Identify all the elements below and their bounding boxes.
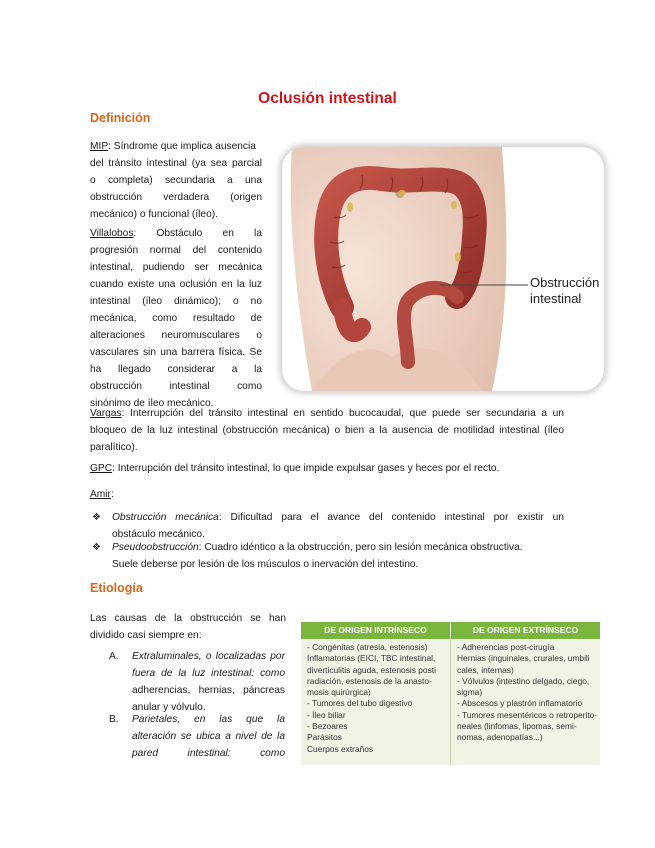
table-column-extrinsic: [457, 642, 597, 744]
bullet-term: Pseudoobstrucción: [112, 542, 199, 553]
table-cell-line: Parásitos: [307, 732, 342, 743]
etiology-table: [301, 622, 600, 765]
mip-line: Síndrome que implica ausencia: [113, 141, 256, 152]
definicion-heading: Definición: [90, 111, 151, 125]
amir-bullet-1: ❖ Obstrucción mecánica: Dificultad para el avance del contenido intestinal por existir un obstáculo mecánico.: [112, 509, 564, 543]
villalobos-line: sinónimo de íleo mecánico.: [90, 398, 214, 409]
diamond-bullet-icon: ❖: [92, 542, 101, 553]
list-marker: A.: [109, 651, 119, 662]
item-line: anular y vólvulo.: [132, 702, 206, 713]
table-header-intrinsic: DE ORIGEN INTRÍNSECO: [301, 622, 450, 639]
table-cell-line: - Vólvulos (intestino delgado, ciego,: [457, 675, 590, 686]
villalobos-line: Obstáculo en la: [156, 228, 262, 239]
bullet-line: obstáculo mecánico.: [112, 529, 205, 540]
vargas-line: paralítico).: [90, 442, 138, 453]
diamond-bullet-icon: ❖: [92, 512, 101, 523]
mip-label: MIP: [90, 141, 109, 152]
table-cell-line: nomas, adenopatías...): [457, 732, 543, 743]
table-cell-line: - Tumores mesentéricos o retroperito-: [457, 709, 598, 720]
vargas-line: bloqueo de la luz intestinal (obstrucción mecánica) o bien a la ausencia de motilidad intestinal (íleo: [90, 425, 564, 436]
bullet-line: Suele deberse por lesión de los músculos o inervación del intestino.: [112, 559, 419, 570]
villalobos-paragraph: Villalobos: Obstáculo en la progresión normal del contenido intestinal, pudiendo ser mecánica cuando existe una oclusión en la luz intestinal (íleo dinámico); o no mecánica, como resultado de alteraciones neuromusculares o vasculares sin una barrera física. Se ha llegado considerar a la obstrucción intestinal como sinónimo de íleo mecánico.: [90, 225, 262, 412]
intestine-illustration: [282, 147, 604, 391]
etiologia-item-b: [109, 711, 285, 762]
table-cell-line: neales (linfomas, lipomas, semi-: [457, 721, 577, 732]
colon-drawing: [282, 147, 604, 391]
amir-heading: Amir:: [90, 489, 114, 500]
bullet-term: Obstrucción mecánica: [112, 512, 219, 523]
etiologia-item-a: [109, 648, 285, 716]
amir-bullet-2: ❖ Pseudoobstrucción: Cuadro idéntico a la obstrucción, pero sin lesión mecánica obstructiva. Suele deberse por lesión de los músculos o inervación del intestino.: [112, 539, 564, 573]
table-cell-line: sigma): [457, 687, 483, 698]
villalobos-line: mecánica, como resultado de: [90, 313, 262, 324]
etiologia-heading: Etiología: [90, 581, 143, 595]
figure-label-line2: intestinal: [530, 291, 582, 306]
bullet-line: Cuadro idéntico a la obstrucción, pero sin lesión mecánica obstructiva.: [204, 542, 523, 553]
table-cell-line: - Abscesos y plastrón inflamatorio: [457, 698, 583, 709]
mip-line: mecánico) o funcional (íleo).: [90, 209, 218, 220]
villalobos-line: alteraciones neuromusculares o: [90, 330, 262, 341]
gpc-label: GPC: [90, 463, 113, 474]
villalobos-line: obstrucción intestinal como: [90, 381, 262, 392]
item-line: Extraluminales, o localizadas por: [132, 651, 285, 662]
table-cell-line: - Congénitas (atresia, estenosis): [307, 642, 428, 652]
villalobos-line: progresión normal del contenido: [90, 245, 262, 256]
table-cell-line: diverticulitis aguda, estenosis posti: [307, 664, 436, 675]
table-divider: [450, 639, 451, 765]
table-cell-line: radiación, estenosis de la anasto-: [307, 675, 432, 686]
villalobos-line: vasculares sin una barrera física. Se: [90, 347, 262, 358]
villalobos-line: cuando existe una oclusión en la luz: [90, 279, 262, 290]
item-line: alteración se ubica a nivel de la: [132, 731, 285, 742]
item-line: adherencias, hernias, páncreas: [132, 685, 285, 696]
table-cell-line: cales, internas): [457, 664, 514, 675]
table-header-extrinsic: DE ORIGEN EXTRÍNSECO: [451, 622, 600, 639]
intro-line: Las causas de la obstrucción se han: [90, 613, 286, 624]
figure-label-line1: Obstrucción: [530, 275, 600, 290]
table-cell-line: - Bezoares: [307, 721, 348, 732]
table-cell-line: Cuerpos extraños: [307, 743, 374, 754]
item-line: Parietales, en las que la: [132, 714, 285, 725]
mip-line: o completa) secundaria a una: [90, 175, 262, 186]
gpc-text: Interrupción del tránsito intestinal, lo que impide expulsar gases y heces por el recto.: [117, 463, 500, 474]
table-column-intrinsic: [307, 642, 447, 755]
vargas-paragraph: Vargas: Interrupción del tránsito intestinal en sentido bucocaudal, que puede ser secundaria a un bloqueo de la luz intestinal (obstrucción mecánica) o bien a la ausencia de motilidad intestinal (íleo paralítico).: [90, 405, 564, 456]
villalobos-label: Villalobos: [90, 228, 134, 239]
table-cell-line: Inflamatorias (EICI, TBC intestinal,: [307, 653, 436, 664]
bullet-line: Dificultad para el avance del contenido intestinal por existir un: [230, 512, 564, 523]
intro-line: dividido casi siempre en:: [90, 630, 202, 641]
villalobos-line: intestinal, pudiendo ser mecánica: [90, 262, 262, 273]
mip-line: obstrucción verdadera (origen: [90, 192, 262, 203]
table-cell-line: mosis quirúrgica): [307, 687, 371, 698]
amir-label: Amir: [90, 489, 111, 500]
item-line: fuera de la luz intestinal: como: [132, 668, 285, 679]
mip-paragraph: MIP: Síndrome que implica ausencia del tránsito intestinal (ya sea parcial o completa) secundaria a una obstrucción verdadera (origen mecánico) o funcional (íleo).: [90, 138, 262, 223]
mip-line: del tránsito intestinal (ya sea parcial: [90, 158, 262, 169]
villalobos-line: intestinal (íleo dinámico); o no: [90, 296, 262, 307]
vargas-line: Interrupción del tránsito intestinal en sentido bucocaudal, que puede ser secundaria a un: [130, 408, 564, 419]
table-cell-line: - Tumores del tubo digestivo: [307, 698, 413, 709]
gpc-paragraph: GPC: Interrupción del tránsito intestinal, lo que impide expulsar gases y heces por el recto.: [90, 463, 500, 474]
page-title: Oclusión intestinal: [258, 90, 397, 107]
vargas-label: Vargas: [90, 408, 122, 419]
etiologia-intro: [90, 610, 286, 644]
list-marker: B.: [109, 714, 119, 725]
villalobos-line: ha llegado considerar a la: [90, 364, 262, 375]
table-cell-line: - Íleo biliar: [307, 709, 346, 720]
table-cell-line: Hernias (inguinales, crurales, umbili: [457, 653, 590, 664]
item-line: pared intestinal: como: [132, 748, 285, 759]
table-cell-line: - Adherencias post-cirugía: [457, 642, 555, 652]
